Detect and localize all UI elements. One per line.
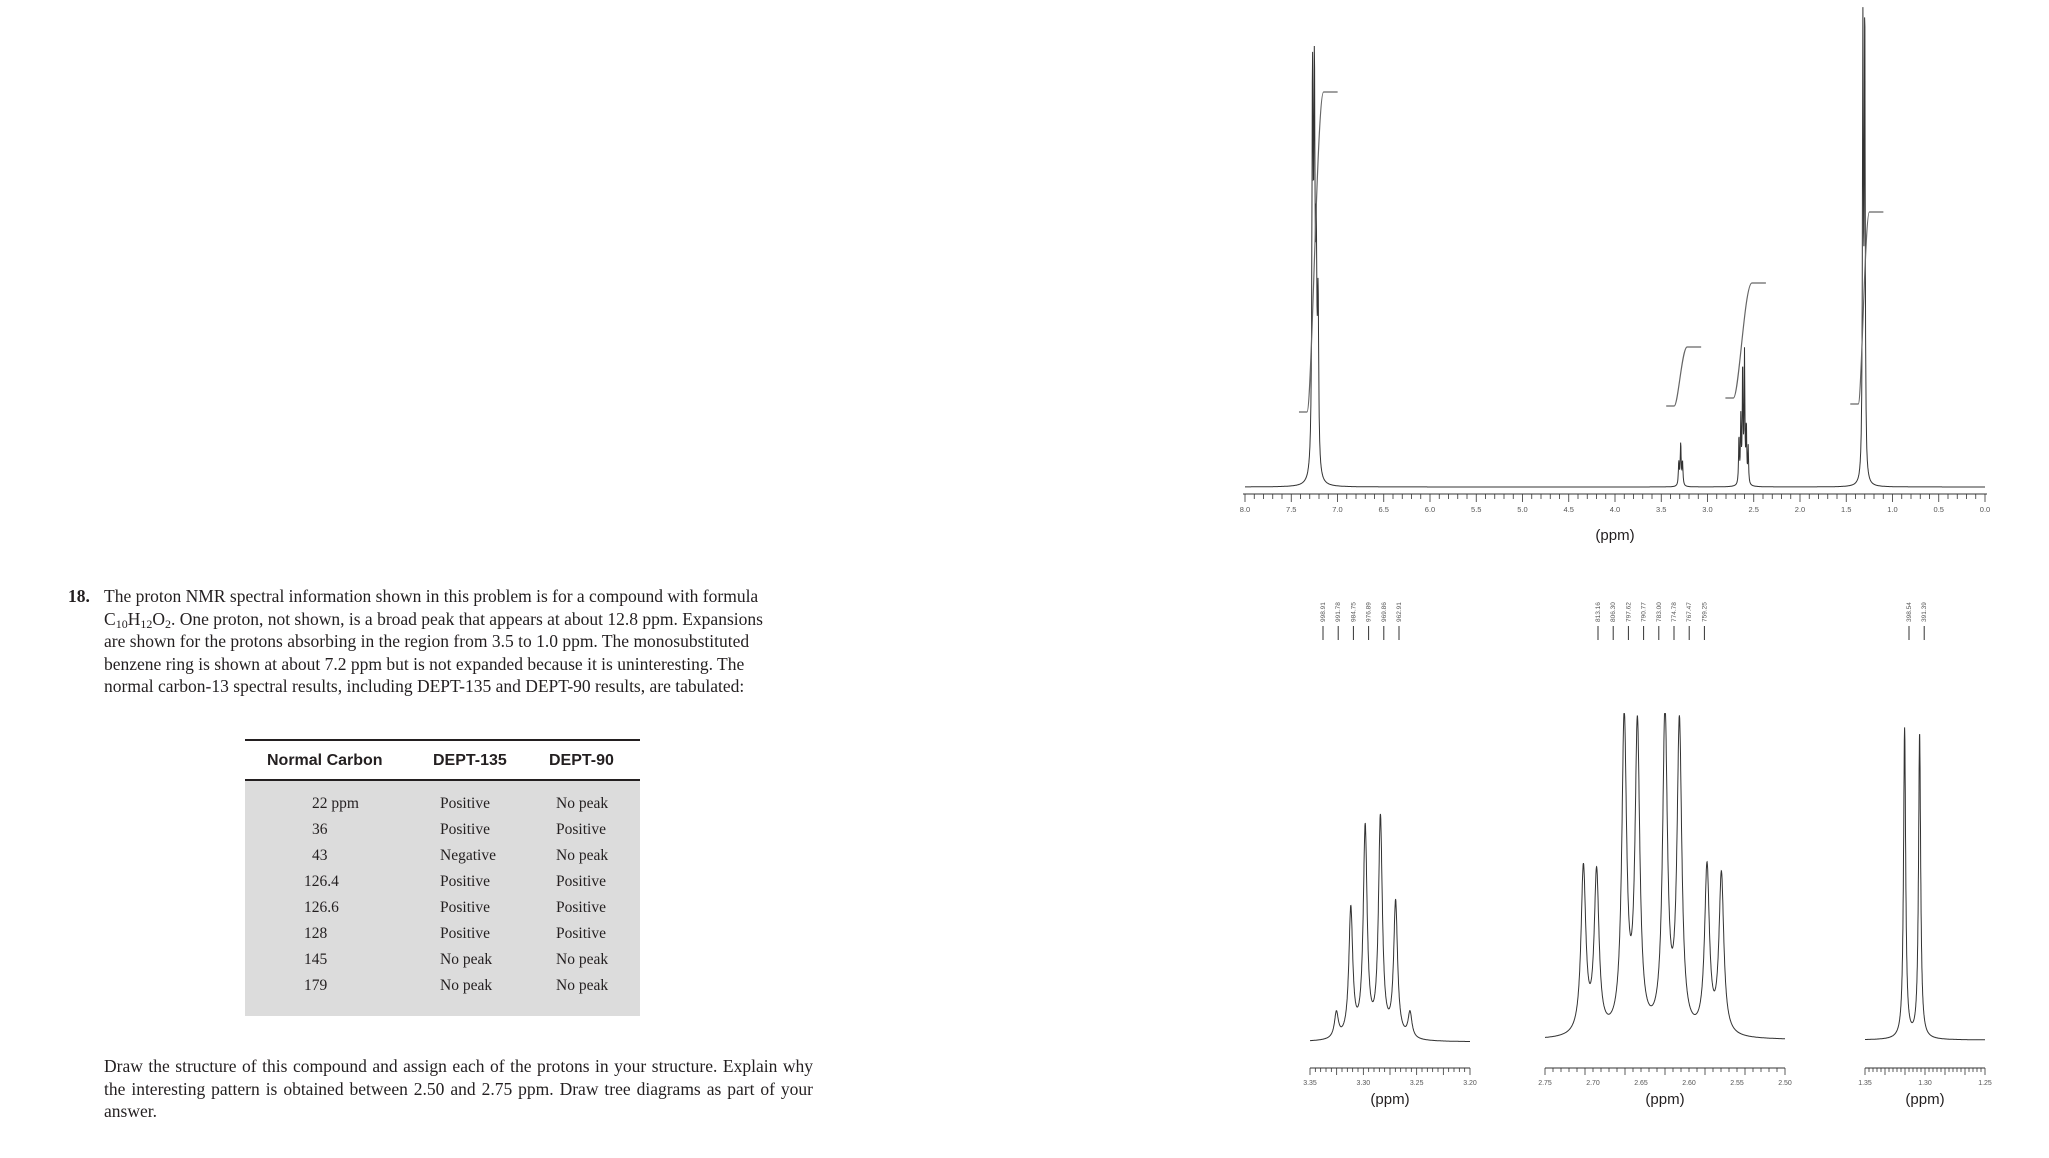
header-dept-90: DEPT-90 [549, 752, 614, 769]
tick-label: 8.0 [1239, 505, 1251, 514]
hz-labels [1320, 602, 1928, 640]
table-row: 43 Negative No peak [312, 847, 609, 864]
tick-label: 1.5 [1841, 505, 1852, 514]
x-axis-label: (ppm) [1595, 527, 1635, 544]
expansion-tick-label: 3.35 [1303, 1080, 1317, 1087]
tick-label: 7.5 [1286, 505, 1297, 514]
hz-label: 969.86 [1380, 602, 1388, 622]
expansion-tick-label: 2.70 [1586, 1080, 1600, 1087]
tick-label: 4.0 [1609, 505, 1621, 514]
main-spectrum [1240, 7, 1990, 544]
table-row: 145 No peak No peak [304, 951, 609, 968]
expansion-trace [1865, 727, 1985, 1039]
hz-label: 962.91 [1396, 602, 1403, 622]
hz-label: 391.39 [1921, 602, 1929, 622]
tick-label: 6.0 [1424, 505, 1436, 514]
expansion-trace [1545, 714, 1785, 1039]
tick-label: 4.5 [1563, 505, 1574, 514]
problem-number: 18. [68, 586, 90, 606]
tick-label: 5.5 [1471, 505, 1482, 514]
hz-label: 797.62 [1625, 602, 1633, 622]
closing-instructions: Draw the structure of this compound and assign each of the protons in your structure. Explain why the interesting pattern is obtained between 2.50 and 2.75 ppm. Draw tree diagrams as part of your answer. [104, 1056, 813, 1122]
hz-label: 759.25 [1701, 602, 1709, 622]
hz-label: 767.47 [1686, 602, 1694, 622]
expansion-xlabel: (ppm) [1645, 1091, 1685, 1108]
header-dept-135: DEPT-135 [433, 752, 507, 769]
integral-curve [1725, 283, 1766, 398]
tick-label: 6.5 [1378, 505, 1389, 514]
tick-label: 0.0 [1979, 505, 1991, 514]
integral-curve [1666, 347, 1701, 406]
table-row: 128 Positive Positive [304, 925, 606, 942]
table-row: 126.4 Positive Positive [304, 873, 606, 890]
expansion-tick-label: 3.25 [1409, 1080, 1424, 1087]
table-row: 22 ppm Positive No peak [312, 795, 609, 812]
tick-label: 7.0 [1332, 505, 1343, 514]
tick-label: 2.5 [1748, 505, 1759, 514]
expansion-tick-label: 2.55 [1730, 1080, 1744, 1087]
hz-label: 984.75 [1350, 602, 1358, 622]
expansion-tick-label: 3.30 [1356, 1080, 1371, 1087]
hz-label: 976.89 [1365, 602, 1373, 622]
hz-label: 783.00 [1655, 602, 1663, 622]
expansion-spectra [1303, 714, 1992, 1108]
expansion-xlabel: (ppm) [1370, 1091, 1410, 1108]
expansion-tick-label: 2.60 [1682, 1080, 1696, 1087]
problem-line-1: The proton NMR spectral information shown in this problem is for a compound with formula [104, 586, 759, 606]
expansion-tick-label: 2.50 [1778, 1080, 1792, 1087]
problem-line-3: are shown for the protons absorbing in the region from 3.5 to 1.0 ppm. The monosubstituted [104, 631, 750, 652]
tick-label: 5.0 [1517, 505, 1528, 514]
table-row: 126.6 Positive Positive [304, 899, 606, 916]
expansion-tick-label: 3.20 [1463, 1080, 1477, 1087]
hz-label: 998.91 [1320, 602, 1327, 622]
problem-line-4: benzene ring is shown at about 7.2 ppm but is not expanded because it is uninteresting. The [104, 653, 745, 674]
expansion-tick-label: 2.75 [1538, 1080, 1552, 1087]
tick-label: 1.0 [1887, 505, 1898, 514]
expansion-tick-label: 1.35 [1858, 1080, 1872, 1087]
hz-label: 991.78 [1335, 602, 1343, 622]
tick-label: 0.5 [1933, 505, 1944, 514]
tick-label: 3.5 [1656, 505, 1667, 514]
tick-label: 3.0 [1702, 505, 1713, 514]
hz-label: 813.16 [1595, 602, 1602, 622]
expansion-tick-label: 1.25 [1978, 1080, 1992, 1087]
hz-label: 398.54 [1906, 602, 1913, 622]
expansion-xlabel: (ppm) [1905, 1091, 1945, 1108]
expansion-tick-label: 2.65 [1634, 1080, 1648, 1087]
problem-line-2: $C_{10}H_{12}O_2$. One proton, not shown, is a broad peak that appears at about 12.8 ppm. Expansions [104, 608, 763, 631]
problem-line-5: normal carbon-13 spectral results, including DEPT-135 and DEPT-90 results, are tabulated: [104, 676, 745, 697]
expansion-tick-label: 1.30 [1918, 1080, 1932, 1087]
table-row: 179 No peak No peak [304, 977, 609, 994]
integral-curve [1850, 212, 1883, 404]
spectrum-trace [1245, 7, 1985, 487]
expansion-trace [1310, 814, 1470, 1042]
hz-label: 806.30 [1610, 602, 1618, 622]
hz-label: 790.77 [1640, 602, 1648, 622]
header-normal-carbon: Normal Carbon [267, 752, 383, 769]
table-row: 36 Positive Positive [312, 821, 606, 838]
hz-label: 774.78 [1671, 602, 1678, 622]
tick-label: 2.0 [1794, 505, 1806, 514]
